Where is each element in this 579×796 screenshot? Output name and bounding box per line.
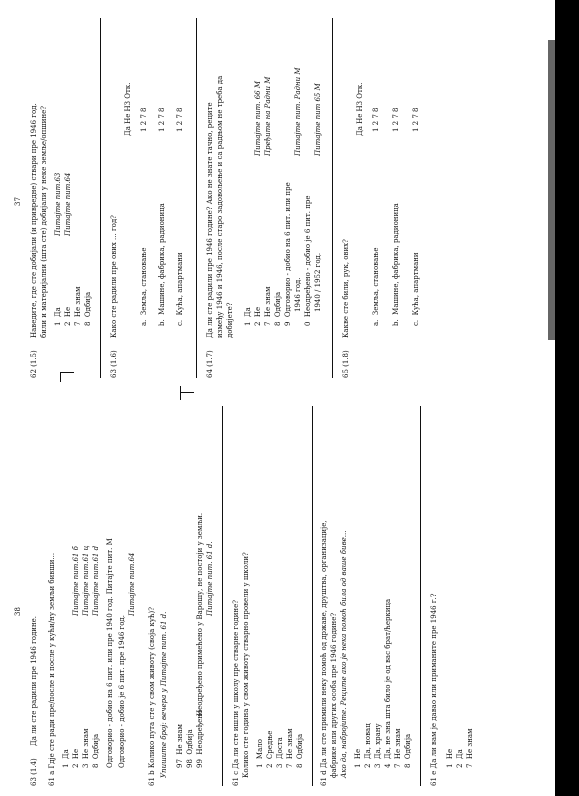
q7-opt-1: 1 Не [446,748,454,768]
r-q1-opt-2: 2 Не [64,306,72,326]
r-q2-text: Како сте радили пре ових ... год? [110,215,118,338]
q2-opt-1: 1 Да [62,749,70,768]
binding-shadow [555,0,579,796]
divider [100,18,101,378]
q3-note: Одговорио - добио на 6 пит. или пре 1940 год. Питајте пит. М [106,538,114,768]
r-q4-row-a: a. Земља, становање [372,247,380,326]
q2-title: 61 a Гдје сте ради пре/после и после у кући/ну земљи бивши... [48,552,56,786]
q5-opt-3: 3 Доста [276,737,284,768]
r-q3-opt-1: 1 Да [244,307,252,326]
r-q1-skip-2: Питајте пит.64 [64,172,72,236]
q2-skip-3: Питајте пит.61 d [92,545,100,616]
r-q2-row-c: c. Кућа, апартмани [176,252,184,326]
r-q4-row-c: c. Кућа, апартмани [412,252,420,326]
divider [312,406,313,786]
r-q1-text2: били и материјални (шта сте) добијали у неке земље/опшине? [40,105,48,338]
q6-opt-3: 3 Да, храну [374,723,382,768]
q2-opt-2: 2 Не [72,748,80,768]
divider [196,18,197,378]
q1-title: Да ли сте радили пре 1946 године. [30,616,38,746]
r-q2-row-b-vals: 1 2 7 8 [158,107,166,132]
r-q3-text2: између 1946 и 1946, после старо задовољење и са радњом не треба да [216,75,224,338]
fold-mark [60,372,74,373]
q4-opt-3: 99 Неодређено [196,709,204,768]
q5-opt-2: 2 Средње [266,730,274,768]
q4-opt-2: 98 Одбија [186,729,194,768]
r-q4-row-a-vals: 1 2 7 8 [372,107,380,132]
q5-opt-4: 7 Не знам [286,728,294,768]
r-q3-text3: добијете? [226,302,234,338]
q5-title: 61 c Да ли сте ишли у школу пре стварне године? [232,600,240,786]
r-q3-opt-3: 7 Не знам [264,286,272,326]
fold-mark [180,392,194,393]
q3-skip: Питајте пит.64 [128,552,136,616]
q6-opt-4: 4 Да, не зна шта било је од вас брат/ћеркица [384,598,392,768]
r-q2-row-a: a. Земља, становање [140,247,148,326]
left-page [0,396,579,796]
q3-note2: Одговорио - добио је 6 пит. пре 1946 год. [118,615,126,768]
q7-opt-2: 2 Да [456,749,464,768]
binding-shadow-edge [548,40,556,340]
q6-sub2: Ако да, набројите. Реците ако је нека помоћ била од ваше биве... [340,530,348,778]
q6-opt-5: 7 Не знам [394,728,402,768]
r-q3-skip-3: Питајте пит. Радни М [294,67,302,156]
r-q3-opt-6: 0 Неодређено - добио је 6 пит. пре [304,195,312,326]
fold-mark [180,386,181,400]
r-q3-opt-5: 9 Одговорио - добио на 6 пит. или пре [284,182,292,326]
q7-opt-3: 7 Не знам [466,728,474,768]
q2-opt-3: 3 Не знам [82,728,90,768]
q7-title: 61 e Да ли вам је давао или приманите пре 1946 г.? [430,593,438,786]
r-q2-header: Да Не НЗ Отк. [124,82,132,136]
q5-opt-1: 1 Мало [256,739,264,768]
q2-skip-2: Питајте пит.61 ц [82,545,90,616]
r-q4-text: Какве сте били, рук, ових? [342,239,350,338]
q4-after: Неодређено примећено у Варошу, не постоји у земљи. [196,512,204,716]
r-q1-text: Наведите, где сте добијали (и привредне) ствари пре 1946 год. [30,103,38,338]
q2-opt-4: 8 Одбија [92,733,100,768]
left-page-number: 38 [14,607,22,616]
r-q2-row-b: b. Машине, фабрика, радионица [158,203,166,326]
r-q1-skip-1: Питајте пит.63 [54,172,62,236]
r-q3-text: Да ли сте радили пре 1946 године? Ако не знате тачно, реците [206,102,214,338]
q4-sub: Упишите број: вечера у Питајте пит. 61 d. [160,611,168,778]
r-q3-opt-4: 8 Одбија [274,291,282,326]
r-q3-opt-2: 2 Не [254,306,262,326]
left-header: 63 (1.4) [30,758,38,786]
q5-sub: Колико сте година у свом животу стварно провели у школи? [242,552,250,778]
q6-sub1: фабрике или других особа пре 1946 године? [330,612,338,778]
r-q1-opt-1: 1 Да [54,307,62,326]
r-q4-row-c-vals: 1 2 7 8 [412,107,420,132]
divider [420,406,421,786]
fold-mark [60,372,61,382]
r-q4-label: 65 (1.8) [342,350,350,378]
right-page [0,0,579,386]
q4-opt-1: 97 Не знам [176,724,184,768]
q6-opt-2: 2 Да, новац [364,723,372,768]
divider [332,18,333,378]
r-q4-row-b-vals: 1 2 7 8 [392,107,400,132]
r-q2-row-a-vals: 1 2 7 8 [140,107,148,132]
r-q3-opt-5b: 1946 год. [294,277,302,312]
r-q3-skip-2: Пређите на Радни М [264,76,272,156]
r-q3-opt-6b: 1940 / 1952 год. [314,252,322,312]
r-q3-label: 64 (1.7) [206,350,214,378]
r-q3-skip-4: Питајте пит 65 М [314,83,322,156]
right-page-number: 37 [14,197,22,206]
q6-opt-6: 8 Одбија [404,733,412,768]
r-q1-opt-3: 7 Не знам [74,286,82,326]
r-q1-opt-4: 8 Одбија [84,291,92,326]
r-q2-label: 63 (1.6) [110,350,118,378]
q4-title: 61 b Колико пута сте у свом животу (своја кућ)? [148,606,156,786]
r-q4-header: Да Не НЗ Отк. [356,82,364,136]
r-q2-row-c-vals: 1 2 7 8 [176,107,184,132]
r-q3-skip-1: Питајте пит. 66 М [254,80,262,156]
divider [222,406,223,786]
q4-skip: Питајте пит. 61 d. [206,541,214,616]
q5-opt-5: 8 Одбија [296,733,304,768]
q2-skip-1: Питајте пит.61 б [72,546,80,616]
q6-title: 61 d Да ли сте примили неку помоћ од државе, друштва, организације, [320,520,328,786]
r-q4-row-b: b. Машине, фабрика, радионица [392,203,400,326]
r-q1-label: 62 (1.5) [30,350,38,378]
q6-opt-1: 1 Не [354,748,362,768]
